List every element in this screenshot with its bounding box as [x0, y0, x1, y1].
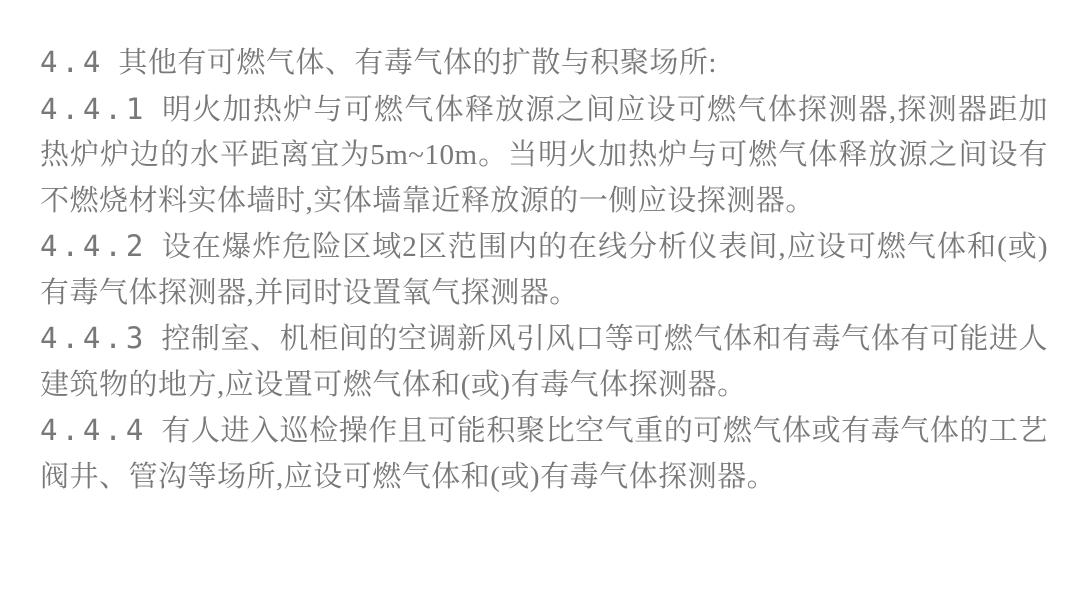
clause-number: 4.4.1: [40, 91, 148, 126]
clause-4-4-3: [40, 316, 1048, 408]
clause-number: 4.4.4: [40, 413, 148, 447]
clause-text: 设在爆炸危险区域2区范围内的在线分析仪表间,应设可燃气体和(或)有毒气体探测器,并同时设置氧气探测器。: [40, 231, 1048, 309]
clause-4-4-4: [40, 408, 1048, 500]
clause-text: 控制室、机柜间的空调新风引风口等可燃气体和有毒气体有可能进人建筑物的地方,应设置可燃气体和(或)有毒气体探测器。: [40, 323, 1048, 401]
section-number: 4.4: [40, 45, 105, 79]
clause-4-4-2: [40, 224, 1048, 316]
clause-4-4-1: [40, 87, 1048, 225]
section-heading-4-4: [40, 40, 1048, 87]
section-text: 其他有可燃气体、有毒气体的扩散与积聚场所:: [118, 47, 717, 79]
clause-number: 4.4.2: [40, 229, 148, 263]
clause-number: 4.4.3: [40, 321, 148, 355]
clause-text: 有人进入巡检操作且可能积聚比空气重的可燃气体或有毒气体的工艺阀井、管沟等场所,应设可燃气体和(或)有毒气体探测器。: [40, 415, 1048, 493]
clause-text: 明火加热炉与可燃气体释放源之间应设可燃气体探测器,探测器距加热炉炉边的水平距离宜为5m~10m。当明火加热炉与可燃气体释放源之间设有不燃烧材料实体墙时,实体墙靠近释放源的一侧应设探测器。: [40, 93, 1048, 217]
